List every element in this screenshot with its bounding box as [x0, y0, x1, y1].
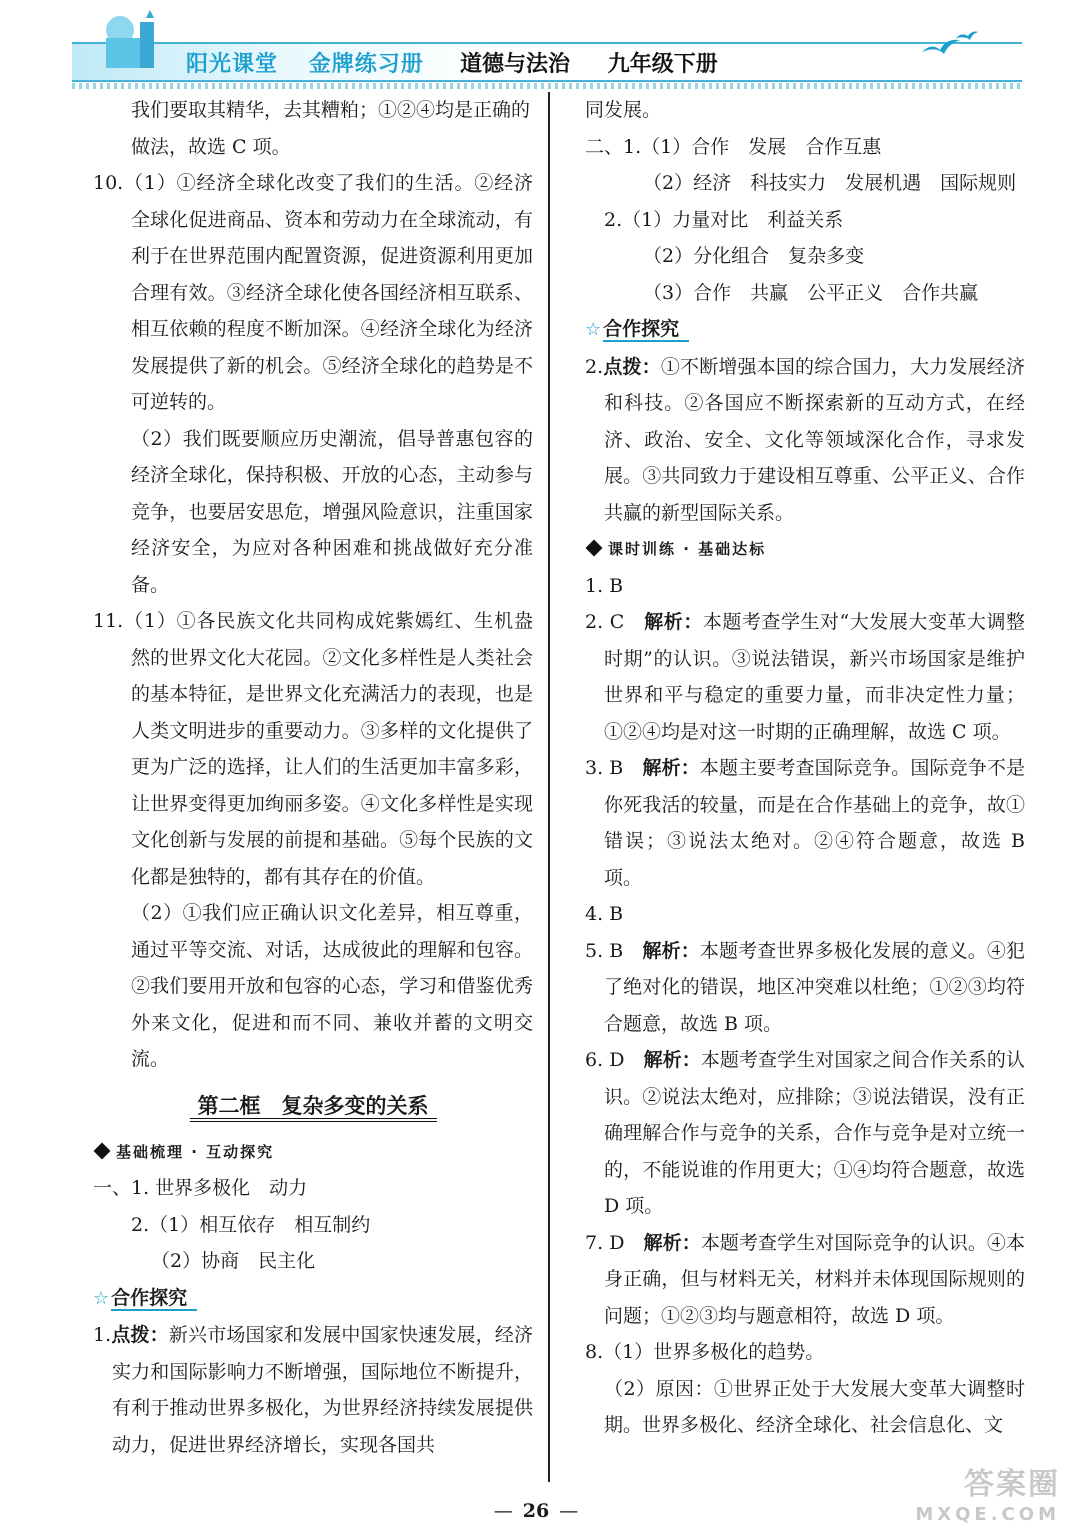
answer-line: 做法，故选 C 项。 — [131, 135, 291, 158]
star-icon: ☆ — [93, 1287, 110, 1309]
answer-q11-part1: 11.（1）①各民族文化共同构成姹紫嫣红、生机盎然的世界文化大花园。②文化多样性是人类社会的基本特征，是世界文化充满活力的表现，也是人类文明进步的重要动力。③多样的文化提供了更为广泛的选择，让人们的生活更加丰富多彩，让世界变得更加绚丽多姿。④文化多样性是实现文化创新与发展的前提和基础。⑤每个民族的文化都是独特的，都有其存在的价值。 — [93, 610, 533, 888]
answer-line: 2.（1）力量对比 利益关系 — [604, 208, 844, 231]
answer-line: 二、1.（1）合作 发展 合作互惠 — [585, 135, 882, 158]
page-number-value: 26 — [522, 1500, 550, 1522]
watermark-url: MXQE.COM — [915, 1504, 1060, 1525]
grade-volume: 九年级下册 — [607, 52, 718, 77]
left-column — [93, 92, 533, 1482]
hint-paragraph: 2.点拨：①不断增强本国的综合国力，大力发展经济和科技。②各国应不断探索新的互动方式，在经济、政治、安全、文化等领域深化合作，寻求发展。③共同致力于建设相互尊重、公平正义、合作共赢的新型国际关系。 — [585, 355, 1025, 524]
answer-line: （2）分化组合 复杂多变 — [643, 245, 865, 267]
header-subject — [460, 47, 748, 78]
answer-line: 一、1. 世界多极化 动力 — [93, 1177, 308, 1199]
subject-name: 道德与法治 — [460, 52, 571, 77]
answer-q11-part2: （2）①我们应正确认识文化差异，相互尊重，通过平等交流、对话，达成彼此的理解和包容。②我们要用开放和包容的心态，学习和借鉴优秀外来文化，促进和而不同、兼收并蓄的文明交流。 — [131, 902, 533, 1070]
watermark — [840, 1467, 1060, 1530]
page-header — [0, 0, 1072, 90]
answer-line: 4. B — [585, 903, 624, 925]
answer-line: （2）经济 科技实力 发展机遇 国际规则 — [643, 172, 1017, 194]
brand-title — [186, 47, 446, 78]
watermark-text: 答案圈 — [964, 1467, 1060, 1502]
subsection-heading: 课时训练 · 基础达标 — [585, 531, 1025, 568]
answer-line: 同发展。 — [585, 99, 662, 121]
diamond-icon — [586, 540, 603, 557]
brand-logo-icon — [94, 8, 174, 70]
answer-explanation: 7. D 解析：本题考查学生对国际竞争的认识。④本身正确，但与材料无关，材料并未体现国际规则的问题；①②③均与题意相符，故选 D 项。 — [585, 1231, 1025, 1327]
brand-book: 金牌练习册 — [308, 52, 424, 77]
answer-line: 1. B — [585, 574, 624, 597]
diamond-icon — [94, 1142, 111, 1159]
seagull-icon — [920, 30, 980, 64]
banner-dots — [72, 83, 1022, 89]
column-divider — [548, 92, 550, 1482]
hint-paragraph: 1.点拨：新兴市场国家和发展中国家快速发展，经济实力和国际影响力不断增强，国际地位不断提升，有利于推动世界多极化，为世界经济持续发展提供动力，促进世界经济增长，实现各国共 — [93, 1324, 533, 1456]
page-dash: — — [559, 1500, 579, 1522]
cooperation-heading: ☆ 合作探究 — [585, 311, 1025, 349]
answer-explanation: 2. C 解析：本题考查学生对“大发展大变革大调整时期”的认识。③说法错误，新兴市场国家是维护世界和平与稳定的重要力量，而非决定性力量；①②④均是对这一时期的正确理解，故选 C 项。 — [585, 611, 1025, 743]
answer-line: 我们要取其精华，去其糟粕；①②④均是正确的 — [131, 99, 531, 121]
subsection-heading: 基础梳理 · 互动探究 — [93, 1134, 533, 1171]
answer-explanation: 5. B 解析：本题考查世界多极化发展的意义。④犯了绝对化的错误，地区冲突难以杜绝；①②③均符合题意，故选 B 项。 — [585, 939, 1025, 1035]
answer-q10-part2: （2）我们既要顺应历史潮流，倡导普惠包容的经济全球化，保持积极、开放的心态，主动参与竞争，也要居安思危，增强风险意识，注重国家经济安全，为应对各种困难和挑战做好充分准备。 — [131, 427, 533, 596]
answer-q10-part1: 10.（1）①经济全球化改变了我们的生活。②经济全球化促进商品、资本和劳动力在全球流动，有利于在世界范围内配置资源，促进资源利用更加合理有效。③经济全球化使各国经济相互联系、相互依赖的程度不断加深。④经济全球化为经济发展提供了新的机会。⑤经济全球化的趋势是不可逆转的。 — [93, 172, 533, 413]
right-column — [585, 92, 1032, 1482]
answer-explanation: 6. D 解析：本题考查学生对国家之间合作关系的认识。②说法太绝对，应排除；③说法错误，没有正确理解合作与竞争的关系，合作与竞争是对立统一的，不能说谁的作用更大；①④均符合题意，故选 D 项。 — [585, 1049, 1032, 1217]
answer-line: 8.（1）世界多极化的趋势。 — [585, 1341, 825, 1363]
cooperation-heading: ☆ 合作探究 — [93, 1280, 533, 1318]
answer-line: （2）原因：①世界正处于大发展大变革大调整时期。世界多极化、经济全球化、社会信息化、文 — [604, 1377, 1025, 1436]
answer-line: （3）合作 共赢 公平正义 合作共赢 — [643, 281, 979, 304]
brand-name: 阳光课堂 — [186, 52, 279, 77]
answer-line: 2.（1）相互依存 相互制约 — [131, 1213, 371, 1236]
page-dash: — — [493, 1500, 513, 1522]
answer-line: （2）协商 民主化 — [151, 1250, 316, 1272]
star-icon: ☆ — [585, 319, 602, 340]
section-title: 第二框 复杂多变的关系 — [93, 1082, 533, 1130]
answer-explanation: 3. B 解析：本题主要考查国际竞争。国际竞争不是你死我活的较量，而是在合作基础上的竞争，故①错误；③说法太绝对。②④符合题意，故选 B 项。 — [585, 757, 1032, 889]
